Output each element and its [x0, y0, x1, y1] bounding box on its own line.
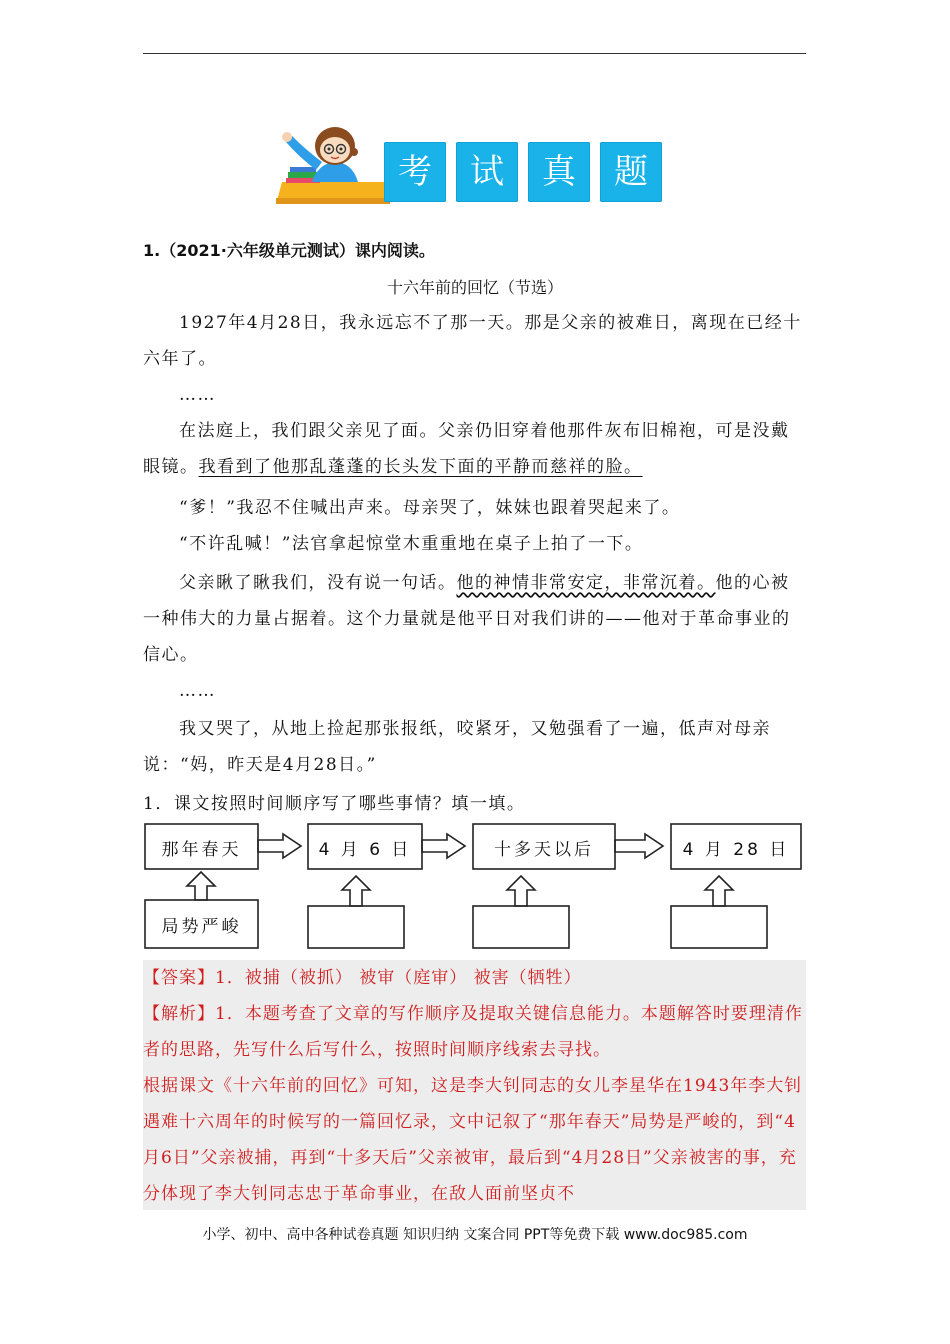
wavy-underlined-sentence: 他的神情非常安定，非常沉着。: [456, 573, 716, 593]
ellipsis-1: ……: [179, 385, 216, 405]
analysis-line: 【解析】1．本题考查了文章的写作顺序及提取关键信息能力。本题解答时要理清作者的思路，先写什么后写什么，按照时间顺序线索去寻找。: [143, 1004, 803, 1060]
answer-section: [143, 960, 806, 1210]
blank-box-1[interactable]: [308, 906, 404, 948]
paragraph-5: [143, 565, 806, 673]
ellipsis-2: ……: [179, 681, 216, 701]
banner-tile-ti: 题: [600, 142, 662, 202]
blank-box-3[interactable]: [671, 906, 767, 948]
paragraph-5-text-a: 父亲瞅了瞅我们，没有说一句话。: [179, 573, 457, 593]
question-title: 1.（2021·六年级单元测试）课内阅读。: [143, 241, 435, 260]
girl-reading-illustration: [272, 120, 390, 204]
banner-tile-shi: 试: [456, 142, 518, 202]
paragraph-2-text: 在法庭上，我们跟父亲见了面。父亲仍旧穿着他那件灰布旧棉袍，可是没戴眼镜。: [143, 421, 790, 477]
banner-tile-zhen: 真: [528, 142, 590, 202]
paragraph-1: 1927年4月28日，我永远忘不了那一天。那是父亲的被难日，离现在已经十六年了。: [143, 313, 802, 369]
flow-box-spring: 那年春天: [161, 840, 242, 860]
article-title: 十六年前的回忆（节选）: [386, 278, 563, 297]
footer-text: 小学、初中、高中各种试卷真题 知识归纳 文案合同 PPT等免费下载 www.doc985.com: [202, 1227, 748, 1243]
banner-tile-kao: 考: [384, 142, 446, 202]
paragraph-2: [143, 413, 806, 485]
sub-question: 1．课文按照时间顺序写了哪些事情？填一填。: [143, 794, 526, 814]
paragraph-5-text-c: 他的心被一种伟大的力量占据着。这个力量就是他平日对我们讲的——他对于革命事业的信心。: [143, 573, 791, 665]
flow-box-ten-days-later: 十多天以后: [494, 840, 594, 860]
timeline-flow-diagram: [143, 822, 806, 952]
flow-box-april-6: 4 月 6 日: [318, 840, 412, 860]
paragraph-6: 我又哭了，从地上捡起那张报纸，咬紧牙，又勉强看了一遍，低声对母亲说：“妈，昨天是4月28日。”: [143, 719, 771, 775]
paragraph-4: “不许乱喊！”法官拿起惊堂木重重地在桌子上拍了一下。: [179, 534, 644, 554]
paragraph-3: “爹！”我忍不住喊出声来。母亲哭了，妹妹也跟着哭起来了。: [179, 498, 681, 518]
exam-banner: [272, 120, 672, 210]
underlined-sentence: 我看到了他那乱蓬蓬的长头发下面的平静而慈祥的脸。: [198, 457, 643, 477]
flow-box-april-28: 4 月 28 日: [682, 840, 790, 860]
flow-box-situation: 局势严峻: [161, 917, 242, 937]
blank-box-2[interactable]: [473, 906, 569, 948]
header-rule: [143, 53, 806, 54]
analysis-detail: 根据课文《十六年前的回忆》可知，这是李大钊同志的女儿李星华在1943年李大钊遇难十六周年的时候写的一篇回忆录，文中记叙了“那年春天”局势是严峻的，到“4月6日”父亲被捕，再到“十多天后”父亲被审，最后到“4月28日”父亲被害的事，充分体现了李大钊同志忠于革命事业，在敌人面前坚贞不: [143, 1076, 803, 1204]
answer-line: 【答案】1．被捕（被抓） 被审（庭审） 被害（牺牲）: [143, 968, 582, 988]
